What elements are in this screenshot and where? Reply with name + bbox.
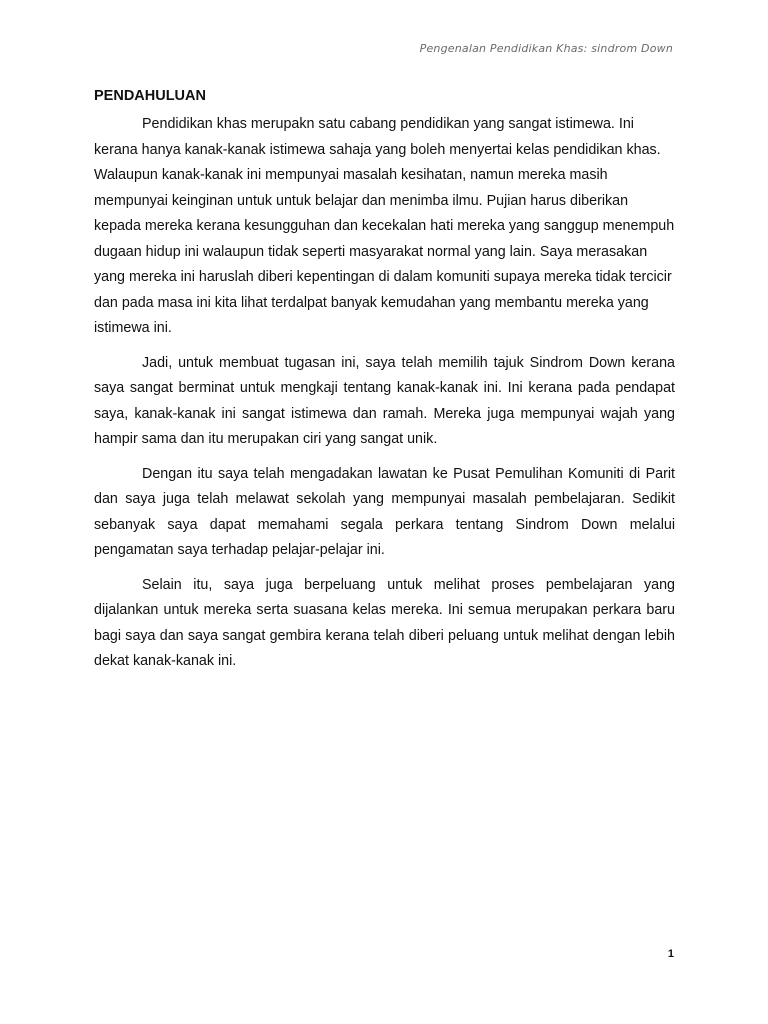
- section-heading: PENDAHULUAN: [94, 88, 206, 104]
- paragraph-1: Pendidikan khas merupakn satu cabang pendidikan yang sangat istimewa. Ini kerana hanya kanak-kanak istimewa sahaja yang boleh menyertai kelas pendidikan khas. Walaupun kanak-kanak ini mempunyai masalah kesihatan, namun mereka masih mempunyai keinginan untuk untuk belajar dan menimba ilmu. Pujian harus diberikan kepada mereka kerana kesungguhan dan kecekalan hati mereka yang sanggup menempuh dugaan hidup ini walaupun tidak seperti masyarakat normal yang lain. Saya merasakan yang mereka ini haruslah diberi kepentingan di dalam komuniti supaya mereka tidak tercicir dan pada masa ini kita lihat terdalpat banyak kemudahan yang membantu mereka yang istimewa ini.: [94, 116, 675, 336]
- paragraph-4: Selain itu, saya juga berpeluang untuk melihat proses pembelajaran yang dijalankan untuk mereka serta suasana kelas mereka. Ini semua merupakan perkara baru bagi saya dan saya sangat gembira kerana telah diberi peluang untuk melihat dengan lebih dekat kanak-kanak ini.: [94, 576, 675, 669]
- paragraph-2: Jadi, untuk membuat tugasan ini, saya telah memilih tajuk Sindrom Down kerana saya sangat berminat untuk mengkaji tentang kanak-kanak ini. Ini kerana pada pendapat saya, kanak-kanak ini sangat istimewa dan ramah. Mereka juga mempunyai wajah yang hampir sama dan itu merupakan ciri yang sangat unik.: [94, 354, 675, 447]
- page-number: 1: [667, 948, 674, 960]
- document-body: [94, 86, 675, 684]
- paragraph-3: Dengan itu saya telah mengadakan lawatan ke Pusat Pemulihan Komuniti di Parit dan saya juga telah melawat sekolah yang mempunyai masalah pembelajaran. Sedikit sebanyak saya dapat memahami segala perkara tentang Sindrom Down melalui pengamatan saya terhadap pelajar-pelajar ini.: [94, 465, 675, 558]
- running-header: Pengenalan Pendidikan Khas: sindrom Down: [419, 42, 673, 55]
